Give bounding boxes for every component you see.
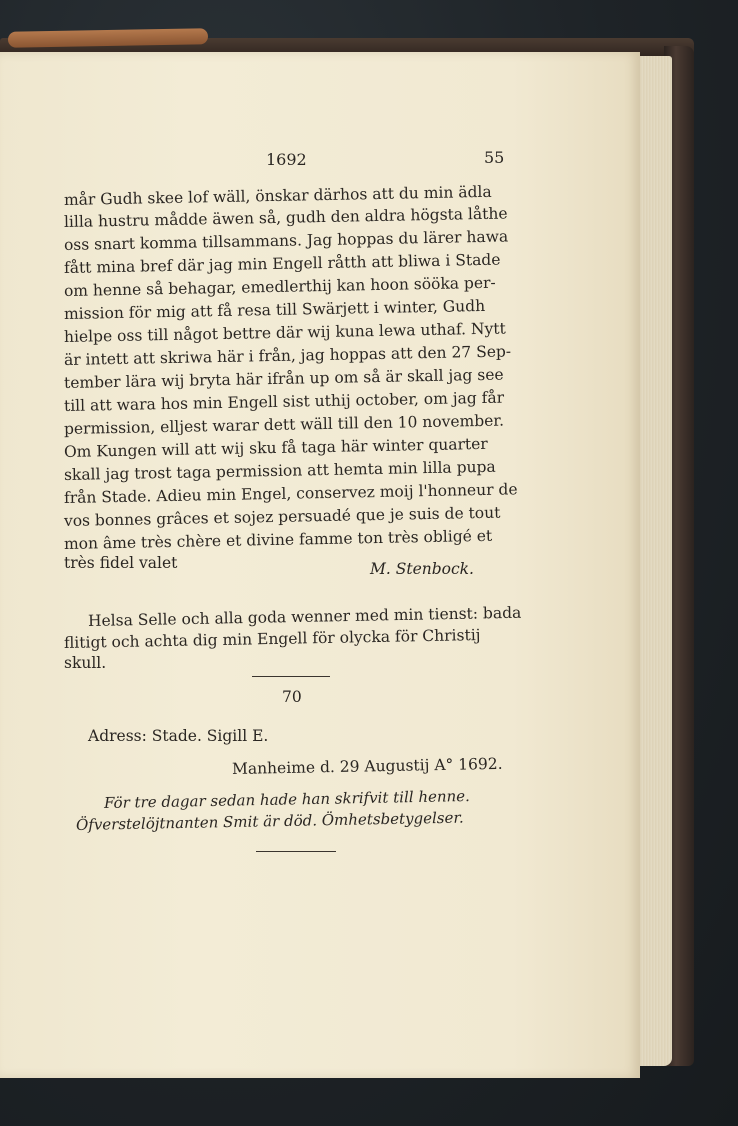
body-line: mon âme très chère et divine famme ton très obligé et bbox=[63, 526, 493, 553]
body-line: oss snart komma tillsammans. Jag hoppas du lärer hawa bbox=[63, 227, 509, 254]
section-divider bbox=[256, 851, 336, 852]
body-line: fått mina bref där jag min Engell råtth att bliwa i Stade bbox=[63, 250, 501, 277]
postscript-line: flitigt och achta dig min Engell för olycka för Christij bbox=[63, 626, 481, 652]
body-line: om henne så behagar, emedlerthij kan hoon sööka per- bbox=[63, 273, 496, 300]
body-line: är intett att skriwa här i från, jag hoppas att den 27 Sep- bbox=[63, 342, 512, 369]
editor-note-line: Öfverstelöjtnanten Smit är död. Ömhetsbetygelser. bbox=[75, 808, 464, 834]
body-line: skall jag trost taga permission att hemta min lilla pupa bbox=[63, 457, 496, 484]
body-line: från Stade. Adieu min Engel, conservez moij l'honneur de bbox=[63, 480, 518, 507]
page-number: 55 bbox=[484, 148, 505, 167]
body-line: till att wara hos min Engell sist uthij october, om jag får bbox=[63, 388, 505, 415]
running-header-year: 1692 bbox=[266, 150, 307, 169]
postscript-line: skull. bbox=[64, 654, 107, 672]
body-line: très fidel valet bbox=[64, 554, 178, 572]
body-line: mår Gudh skee lof wäll, önskar därhos att du min ädla bbox=[63, 182, 492, 209]
section-divider bbox=[252, 676, 330, 677]
body-line: hielpe oss till något bettre där wij kuna lewa uthaf. Nytt bbox=[63, 319, 506, 346]
signature: M. Stenbock. bbox=[370, 560, 474, 578]
letter-number: 70 bbox=[282, 688, 302, 706]
body-line: vos bonnes grâces et sojez persuadé que je suis de tout bbox=[63, 503, 501, 530]
body-line: permission, elljest warar dett wäll till den 10 november. bbox=[63, 411, 505, 438]
body-line: Om Kungen will att wij sku få taga här winter quarter bbox=[63, 434, 488, 461]
editor-note-line: För tre dagar sedan hade han skrifvit till henne. bbox=[103, 786, 471, 812]
body-line: tember lära wij bryta här ifrån up om så är skall jag see bbox=[63, 365, 504, 392]
body-line: mission för mig att få resa till Swärjett i winter, Gudh bbox=[63, 296, 486, 323]
body-line: lilla hustru mådde äwen så, gudh den aldra högsta låthe bbox=[63, 204, 508, 231]
address-line: Adress: Stade. Sigill E. bbox=[88, 727, 269, 745]
dateline: Manheime d. 29 Augustij A° 1692. bbox=[231, 754, 503, 778]
postscript-line: Helsa Selle och alla goda wenner med min tienst: bada bbox=[87, 603, 522, 630]
